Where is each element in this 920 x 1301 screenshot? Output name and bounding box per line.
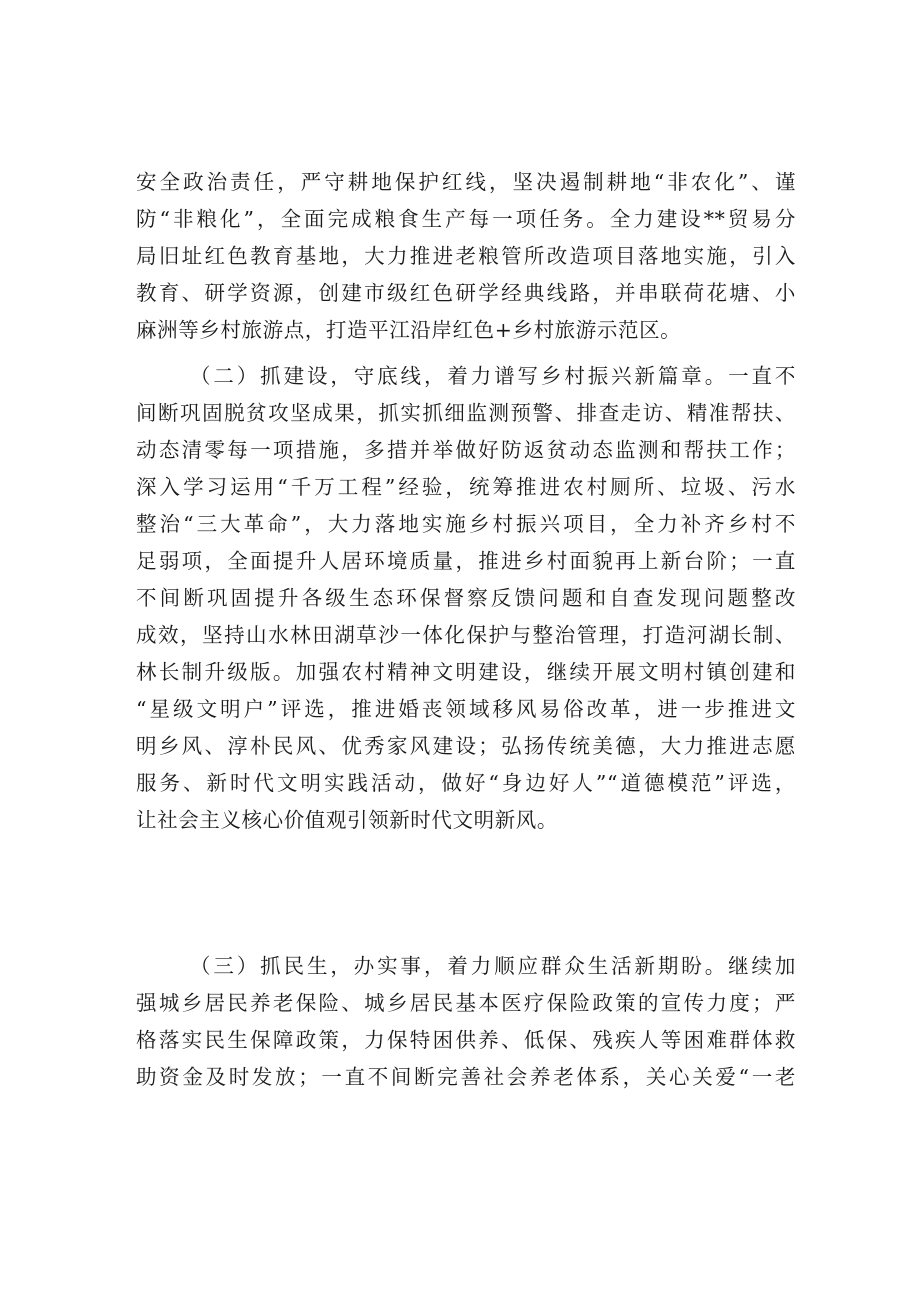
paragraph-3-line-2: 强城乡居民养老保险、城乡居民基本医疗保险政策的宣传力度；严 bbox=[136, 991, 796, 1015]
paragraph-3-line-1: （三）抓民生，办实事，着力顺应群众生活新期盼。继续加 bbox=[190, 954, 796, 978]
paragraph-1-line-5: 麻洲等乡村旅游点，打造平江沿岸红色+乡村旅游示范区。 bbox=[136, 318, 682, 342]
paragraph-2-line-6: 足弱项，全面提升人居环境质量，推进乡村面貌再上新台阶；一直 bbox=[136, 549, 796, 573]
paragraph-2-line-8: 成效，坚持山水林田湖草沙一体化保护与整治管理，打造河湖长制、 bbox=[136, 623, 796, 647]
paragraph-2-line-7: 不间断巩固提升各级生态环保督察反馈问题和自查发现问题整改 bbox=[136, 586, 796, 610]
paragraph-2-line-11: 明乡风、淳朴民风、优秀家风建设；弘扬传统美德，大力推进志愿 bbox=[136, 734, 796, 758]
paragraph-2-line-2: 间断巩固脱贫攻坚成果，抓实抓细监测预警、排查走访、精准帮扶、 bbox=[136, 401, 796, 425]
paragraph-3-line-4: 助资金及时发放；一直不间断完善社会养老体系，关心关爱“一老 bbox=[136, 1065, 796, 1089]
paragraph-2-line-10: “星级文明户”评选，推进婚丧领域移风易俗改革，进一步推进文 bbox=[136, 697, 796, 721]
paragraph-1-line-1: 安全政治责任，严守耕地保护红线，坚决遏制耕地“非农化”、谨 bbox=[136, 170, 796, 194]
paragraph-2-line-1: （二）抓建设，守底线，着力谱写乡村振兴新篇章。一直不 bbox=[190, 364, 796, 388]
paragraph-1-line-3: 局旧址红色教育基地，大力推进老粮管所改造项目落地实施，引入 bbox=[136, 244, 796, 268]
paragraph-2-line-3: 动态清零每一项措施，多措并举做好防返贫动态监测和帮扶工作； bbox=[136, 438, 796, 462]
paragraph-2-line-9: 林长制升级版。加强农村精神文明建设，继续开展文明村镇创建和 bbox=[136, 660, 796, 684]
paragraph-3-line-3: 格落实民生保障政策，力保特困供养、低保、残疾人等困难群体救 bbox=[136, 1028, 796, 1052]
paragraph-2-line-12: 服务、新时代文明实践活动，做好“身边好人”“道德模范”评选， bbox=[136, 771, 796, 795]
paragraph-1-line-2: 防“非粮化”，全面完成粮食生产每一项任务。全力建设**贸易分 bbox=[136, 207, 796, 231]
paragraph-2-line-5: 整治“三大革命”，大力落地实施乡村振兴项目，全力补齐乡村不 bbox=[136, 512, 796, 536]
paragraph-2-line-4: 深入学习运用“千万工程”经验，统筹推进农村厕所、垃圾、污水 bbox=[136, 475, 796, 499]
paragraph-2-line-13: 让社会主义核心价值观引领新时代文明新风。 bbox=[136, 808, 558, 832]
paragraph-1-line-4: 教育、研学资源，创建市级红色研学经典线路，并串联荷花塘、小 bbox=[136, 281, 796, 305]
